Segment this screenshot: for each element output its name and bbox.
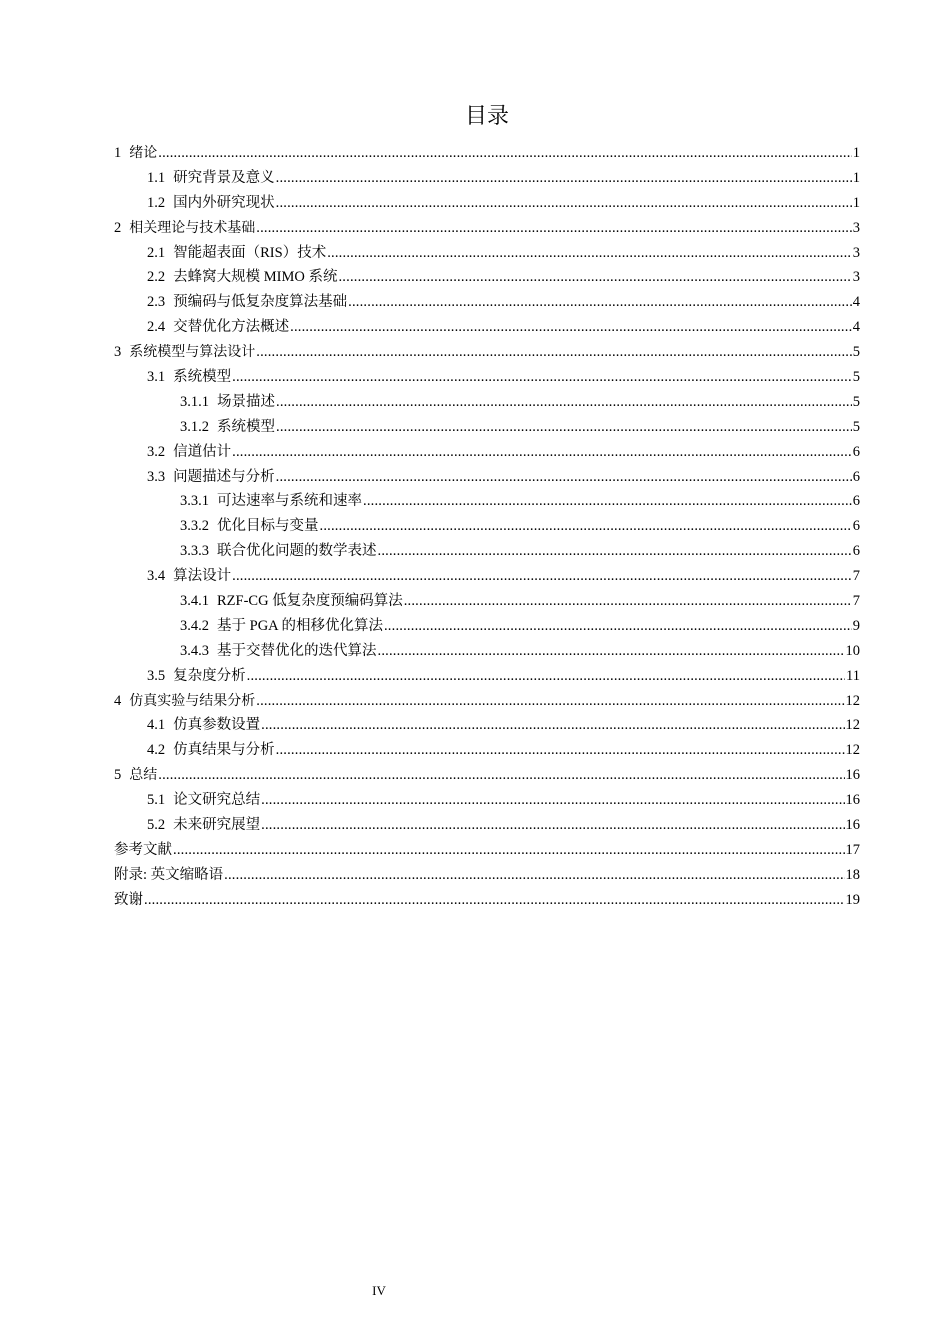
toc-title: 目录: [464, 104, 509, 129]
toc-dot-leader: [256, 689, 844, 714]
toc-entry-label: 可达速率与系统和速率: [217, 493, 362, 510]
toc-entry-label: 相关理论与技术基础: [129, 219, 256, 236]
toc-entry-label: 信道估计: [173, 443, 232, 460]
toc-entry-label: 交替优化方法概述: [173, 319, 290, 336]
toc-entry-page: 6: [852, 543, 860, 560]
toc-entry-page: 6: [852, 443, 860, 460]
toc-entry-number: 5.2: [147, 817, 166, 834]
toc-entry-page: 5: [852, 369, 860, 386]
toc-entry-page: 7: [852, 593, 860, 610]
toc-entry-label: 算法设计: [173, 568, 232, 585]
toc-dot-leader: [276, 738, 845, 763]
toc-entry-label: 论文研究总结: [173, 792, 261, 809]
toc-entry-label: 参考文献: [114, 841, 172, 858]
toc-entry-label: RZF-CG 低复杂度预编码算法: [217, 593, 403, 610]
toc-entry-page: 3: [852, 219, 860, 236]
toc-entry-label: 附录: 英文缩略语: [114, 866, 224, 883]
toc-entry-number: 3: [114, 344, 122, 361]
toc-entry-number: 2.2: [147, 269, 166, 286]
toc-entry[interactable]: [114, 689, 860, 714]
toc-entry-number: 3.3.2: [180, 518, 209, 535]
toc-entry-page: 6: [852, 493, 860, 510]
toc-entry[interactable]: [114, 440, 860, 465]
toc-entry-number: 3.4.1: [180, 593, 209, 610]
table-of-contents: [114, 141, 860, 913]
toc-entry-number: 1.2: [147, 194, 166, 211]
toc-dot-leader: [363, 489, 852, 514]
toc-entry-number: 2.4: [147, 319, 166, 336]
toc-entry-label: 总结: [129, 767, 158, 784]
toc-entry-page: 11: [846, 667, 860, 684]
toc-entry-label: 预编码与低复杂度算法基础: [173, 294, 348, 311]
toc-entry-label: 未来研究展望: [173, 817, 261, 834]
toc-entry[interactable]: [114, 713, 860, 738]
toc-entry-page: 9: [852, 617, 860, 634]
toc-dot-leader: [276, 465, 852, 490]
toc-entry[interactable]: [114, 315, 860, 340]
toc-dot-leader: [290, 315, 852, 340]
toc-dot-leader: [378, 539, 852, 564]
toc-dot-leader: [232, 564, 852, 589]
toc-entry[interactable]: [114, 838, 860, 863]
toc-entry-label: 系统模型: [217, 418, 275, 435]
toc-entry-number: 4.1: [147, 717, 166, 734]
toc-dot-leader: [384, 614, 852, 639]
toc-entry-page: 1: [852, 194, 860, 211]
toc-entry[interactable]: [114, 390, 860, 415]
toc-entry[interactable]: [114, 241, 860, 266]
toc-dot-leader: [144, 888, 845, 913]
toc-entry[interactable]: [114, 639, 860, 664]
toc-entry-label: 致谢: [114, 891, 143, 908]
toc-entry[interactable]: [114, 489, 860, 514]
toc-entry-page: 12: [845, 692, 860, 709]
toc-dot-leader: [247, 664, 845, 689]
toc-entry-number: 3.1.2: [180, 418, 209, 435]
toc-entry-number: 3.4.2: [180, 617, 209, 634]
toc-entry-number: 2.1: [147, 244, 166, 261]
toc-entry[interactable]: [114, 514, 860, 539]
toc-entry-page: 19: [845, 891, 860, 908]
toc-dot-leader: [276, 390, 852, 415]
toc-entry[interactable]: [114, 738, 860, 763]
toc-dot-leader: [173, 838, 845, 863]
toc-entry-label: 场景描述: [217, 393, 275, 410]
toc-entry-number: 3.1.1: [180, 393, 209, 410]
toc-dot-leader: [276, 166, 852, 191]
toc-dot-leader: [348, 290, 852, 315]
toc-entry-page: 17: [845, 841, 860, 858]
toc-entry[interactable]: [114, 539, 860, 564]
toc-entry-page: 16: [845, 792, 860, 809]
toc-dot-leader: [320, 514, 852, 539]
toc-dot-leader: [158, 763, 844, 788]
toc-entry-page: 6: [852, 468, 860, 485]
toc-dot-leader: [276, 415, 852, 440]
toc-entry-page: 12: [845, 717, 860, 734]
toc-entry-number: 3.2: [147, 443, 166, 460]
toc-entry[interactable]: [114, 191, 860, 216]
toc-entry-label: 绪论: [129, 145, 158, 161]
toc-entry-label: 问题描述与分析: [173, 468, 275, 485]
toc-dot-leader: [338, 265, 851, 290]
toc-entry-number: 3.4.3: [180, 642, 209, 659]
toc-entry-page: 10: [845, 642, 860, 659]
toc-entry-page: 3: [852, 269, 860, 286]
toc-entry-number: 4.2: [147, 742, 166, 759]
toc-entry[interactable]: [114, 788, 860, 813]
toc-entry-page: 12: [845, 742, 860, 759]
toc-entry-label: 仿真实验与结果分析: [129, 692, 256, 709]
toc-entry[interactable]: [114, 166, 860, 191]
toc-dot-leader: [378, 639, 845, 664]
toc-entry-number: 4: [114, 692, 122, 709]
toc-dot-leader: [232, 440, 852, 465]
toc-dot-leader: [327, 241, 852, 266]
toc-dot-leader: [224, 863, 844, 888]
toc-entry[interactable]: [114, 564, 860, 589]
toc-entry-page: 16: [845, 767, 860, 784]
toc-dot-leader: [276, 191, 852, 216]
toc-entry-page: 4: [852, 319, 860, 336]
toc-entry-label: 国内外研究现状: [173, 194, 275, 211]
toc-entry[interactable]: [114, 863, 860, 888]
toc-entry[interactable]: [114, 290, 860, 315]
page-number: IV: [372, 1283, 386, 1298]
toc-entry-number: 2.3: [147, 294, 166, 311]
toc-entry-label: 仿真参数设置: [173, 717, 261, 734]
toc-dot-leader: [256, 340, 852, 365]
toc-dot-leader: [232, 365, 852, 390]
toc-entry-page: 6: [852, 518, 860, 535]
toc-entry-label: 联合优化问题的数学表述: [217, 543, 377, 560]
toc-entry-number: 2: [114, 219, 122, 236]
toc-entry[interactable]: [114, 465, 860, 490]
toc-entry-page: 7: [852, 568, 860, 585]
toc-entry-number: 3.4: [147, 568, 166, 585]
toc-dot-leader: [261, 713, 844, 738]
toc-dot-leader: [158, 141, 852, 166]
toc-entry-number: 1.1: [147, 169, 166, 186]
toc-entry[interactable]: [114, 340, 860, 365]
toc-entry[interactable]: [114, 265, 860, 290]
toc-entry-page: 18: [845, 866, 860, 883]
toc-entry-number: 1: [114, 145, 122, 161]
toc-entry-number: 3.3: [147, 468, 166, 485]
toc-entry[interactable]: [114, 614, 860, 639]
toc-entry-page: 1: [852, 169, 860, 186]
toc-entry-label: 系统模型: [173, 369, 232, 386]
toc-dot-leader: [404, 589, 852, 614]
toc-entry-page: 5: [852, 418, 860, 435]
toc-entry[interactable]: [114, 365, 860, 390]
toc-entry-label: 研究背景及意义: [173, 169, 275, 186]
toc-entry-label: 智能超表面（RIS）技术: [173, 244, 327, 261]
toc-dot-leader: [261, 788, 844, 813]
toc-entry[interactable]: [114, 589, 860, 614]
toc-entry-page: 4: [852, 294, 860, 311]
toc-dot-leader: [256, 216, 852, 241]
toc-entry-label: 复杂度分析: [173, 667, 246, 684]
toc-entry[interactable]: [114, 763, 860, 788]
toc-entry[interactable]: [114, 813, 860, 838]
toc-entry[interactable]: [114, 141, 860, 166]
toc-entry-label: 系统模型与算法设计: [129, 344, 256, 361]
toc-entry-number: 3.3.3: [180, 543, 209, 560]
toc-entry-page: 5: [852, 344, 860, 361]
toc-entry-page: 16: [845, 817, 860, 834]
toc-entry-label: 基于交替优化的迭代算法: [217, 642, 377, 659]
toc-entry-page: 1: [852, 145, 860, 161]
toc-entry-number: 3.3.1: [180, 493, 209, 510]
toc-dot-leader: [261, 813, 844, 838]
toc-entry[interactable]: [114, 216, 860, 241]
toc-entry[interactable]: [114, 415, 860, 440]
toc-entry-label: 仿真结果与分析: [173, 742, 275, 759]
toc-entry-label: 优化目标与变量: [217, 518, 319, 535]
toc-entry-number: 3.1: [147, 369, 166, 386]
toc-entry[interactable]: [114, 664, 860, 689]
toc-entry-page: 3: [852, 244, 860, 261]
toc-entry-number: 3.5: [147, 667, 166, 684]
toc-entry-number: 5.1: [147, 792, 166, 809]
toc-entry-label: 去蜂窝大规模 MIMO 系统: [173, 269, 338, 286]
toc-entry-number: 5: [114, 767, 122, 784]
toc-entry-page: 5: [852, 393, 860, 410]
toc-entry[interactable]: [114, 888, 860, 913]
toc-entry-label: 基于 PGA 的相移优化算法: [217, 617, 383, 634]
